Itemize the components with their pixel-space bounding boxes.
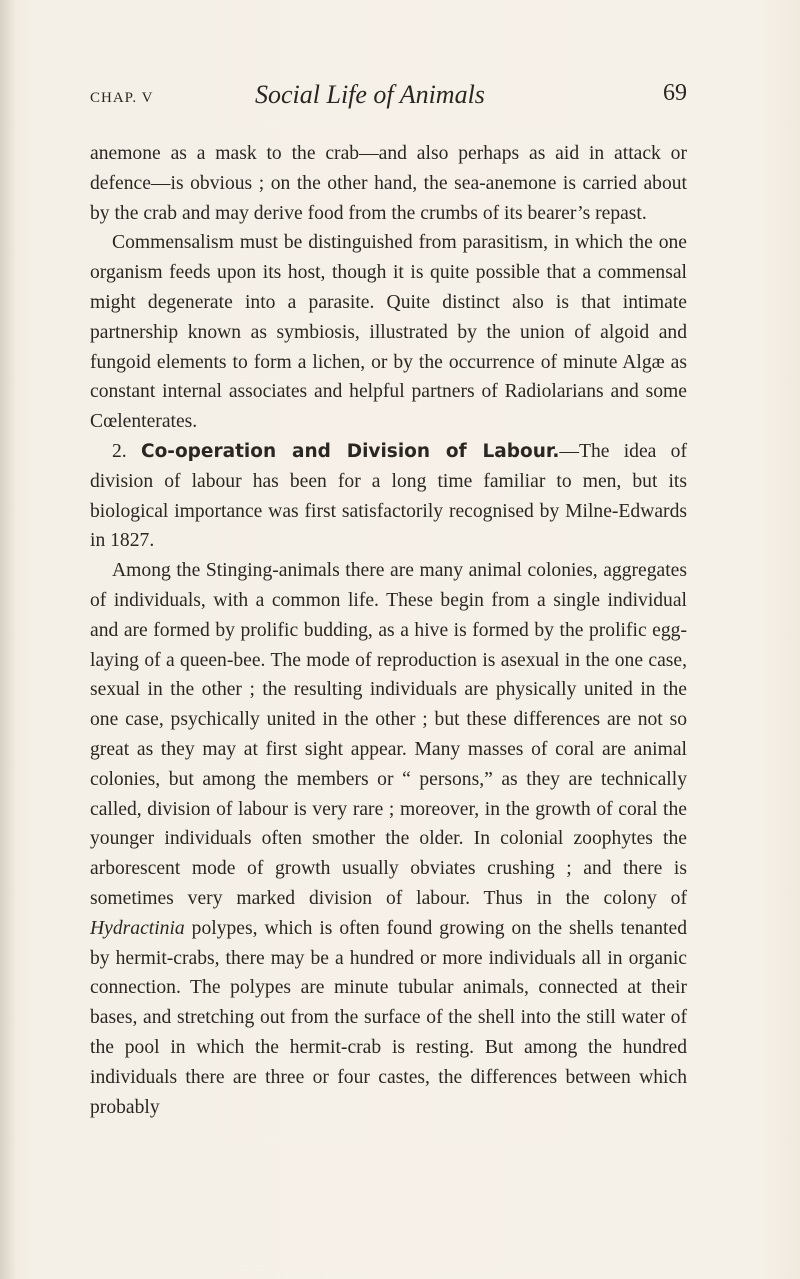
section-heading: Co-operation and Division of Labour.: [141, 440, 560, 462]
paragraph-4-part-1: Among the Stinging-animals there are many animal colonies, aggregates of individuals, with a common life. These begin from a single individual and are formed by prolific budding, as a hive is formed by the prolific egg-laying of a queen-bee. The mode of reproduction is asexual in the one case, sexual in the other ; the resulting individuals are physically united in the one case, psychically united in the other ; but these differences are not so great as they may at first sight appear. Many masses of coral are animal colonies, but among the members or “ persons,” as they are technically called, division of labour is very rare ; moreover, in the growth of coral the younger individuals often smother the older. In colonial zoophytes the arborescent mode of growth usually obviates crushing ; and there is sometimes very marked division of labour. Thus in the colony of: [90, 560, 687, 909]
page-header: [90, 78, 687, 118]
paragraph-4-part-2: polypes, which is often found growing on the shells tenanted by hermit-crabs, there may be a hundred or more individuals all in organic connection. The polypes are minute tubular animals, connected at their bases, and stretching out from the surface of the shell into the still water of the pool in which the hermit-crab is resting. But among the hundred individuals there are three or four castes, the differences between which probably: [90, 917, 687, 1118]
page-number: 69: [663, 80, 687, 106]
chapter-label: CHAP. V: [90, 90, 154, 106]
body-text: [90, 139, 687, 1122]
running-title: Social Life of Animals: [255, 80, 485, 109]
genus-name: Hydractinia: [90, 917, 185, 939]
section-text: —The idea of division of labour has been for a long time familiar to men, but its biological importance was first satisfactorily recognised by Milne-Edwards in 1827.: [90, 440, 687, 552]
paragraph-1: anemone as a mask to the crab—and also perhaps as aid in attack or defence—is obvious ; on the other hand, the sea-anemone is carried about by the crab and may derive food from the crumbs of its bearer’s repast.: [90, 143, 687, 224]
paragraph-2: Commensalism must be distinguished from parasitism, in which the one organism feeds upon its host, though it is quite possible that a commensal might degenerate into a parasite. Quite distinct also is that intimate partnership known as symbiosis, illustrated by the union of algoid and fungoid elements to form a lichen, or by the occurrence of minute Algæ as constant internal associates and helpful partners of Radiolarians and some Cœlenterates.: [90, 232, 687, 433]
gutter-shadow: [0, 0, 16, 1279]
paragraph-4: [90, 556, 687, 1122]
section-number: 2.: [112, 440, 127, 462]
paragraph-3: [90, 437, 687, 556]
